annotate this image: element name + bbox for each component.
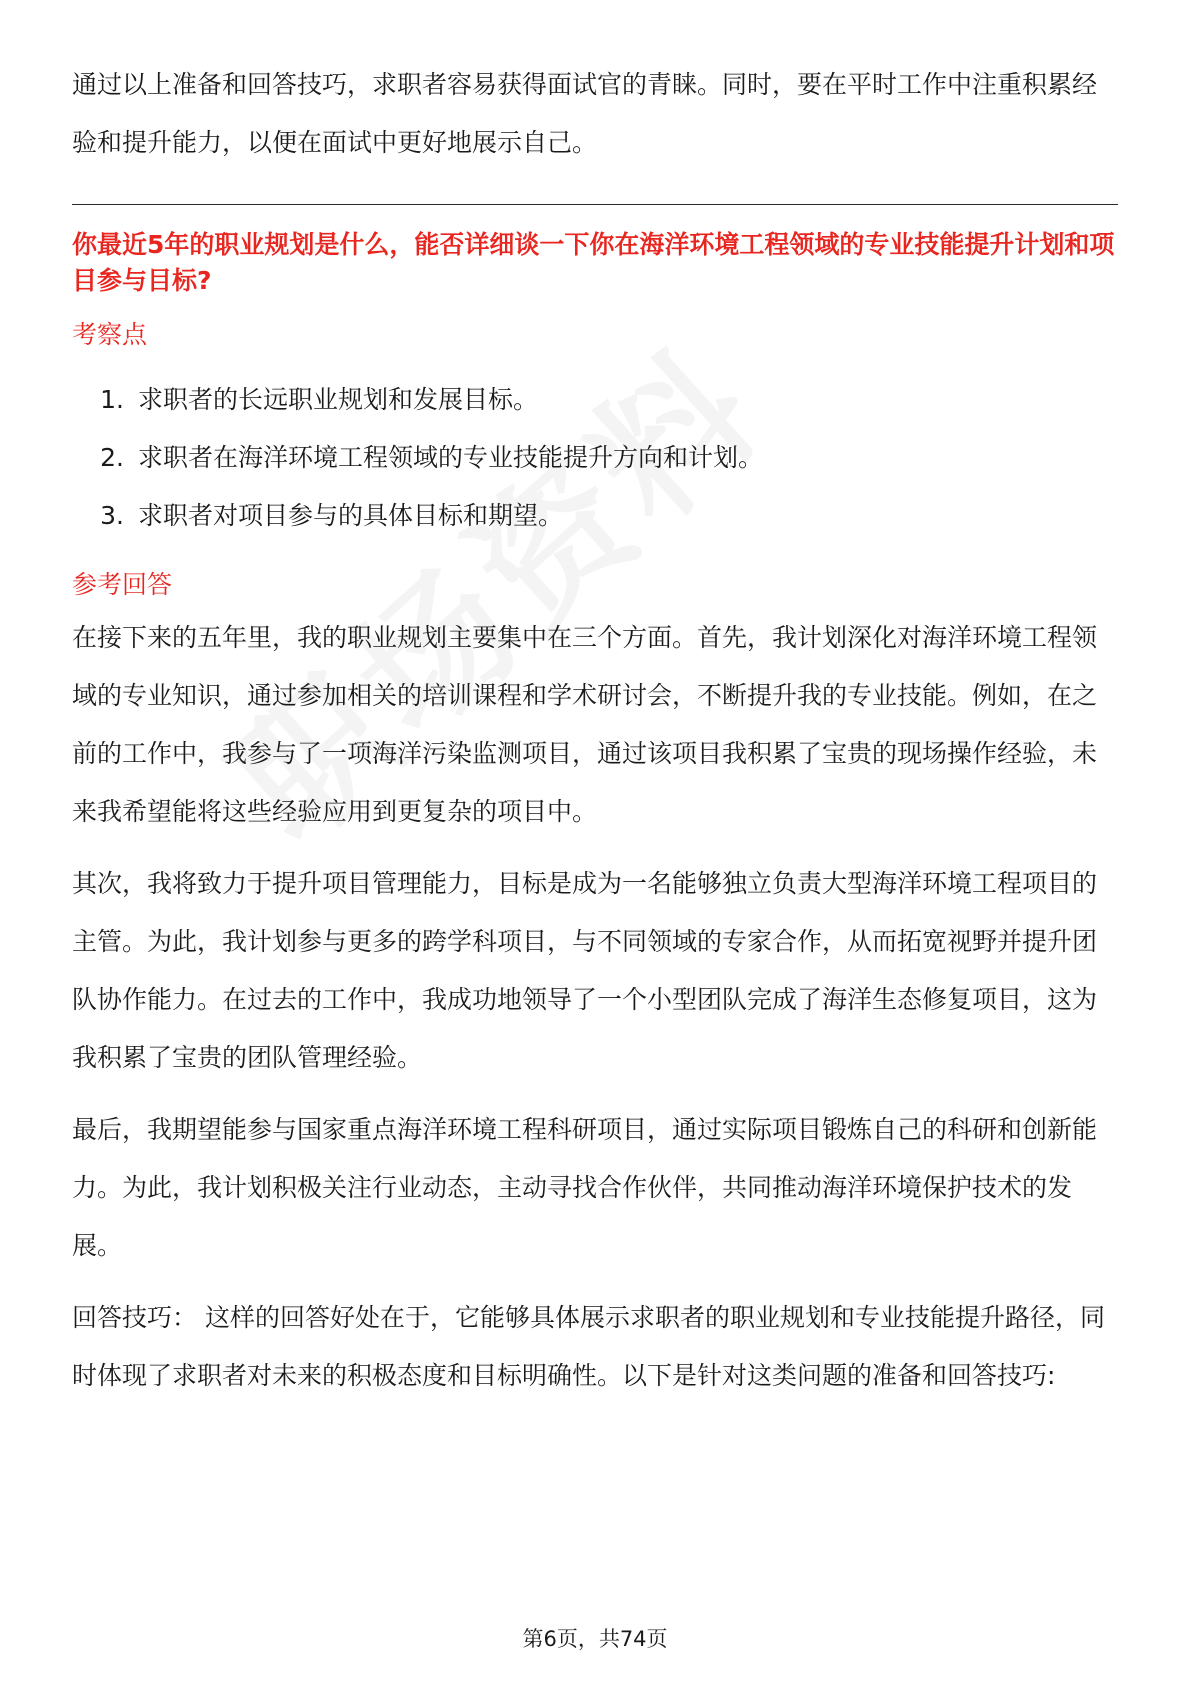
list-item-number: 1. [100, 385, 124, 414]
points-title: 考察点 [72, 320, 148, 349]
tips-paragraph: 回答技巧： 这样的回答好处在于，它能够具体展示求职者的职业规划和专业技能提升路径，同时体现了求职者对未来的积极态度和目标明确性。以下是针对这类问题的准备和回答技巧: [72, 1303, 1105, 1390]
answer-paragraph: 在接下来的五年里，我的职业规划主要集中在三个方面。首先，我计划深化对海洋环境工程领域的专业知识，通过参加相关的培训课程和学术研讨会，不断提升我的专业技能。例如，在之前的工作中，我参与了一项海洋污染监测项目，通过该项目我积累了宝贵的现场操作经验，未来我希望能将这些经验应用到更复杂的项目中。 [72, 623, 1098, 826]
list-item-text: 求职者的长远职业规划和发展目标。 [138, 385, 539, 414]
list-item [72, 429, 1118, 487]
question-heading: 你最近5年的职业规划是什么，能否详细谈一下你在海洋环境工程领域的专业技能提升计划和项目参与目标? [72, 230, 1115, 295]
list-item-number: 3. [100, 501, 124, 530]
list-item-text: 求职者在海洋环境工程领域的专业技能提升方向和计划。 [138, 443, 764, 472]
list-item-number: 2. [100, 443, 124, 472]
answer-paragraph: 最后，我期望能参与国家重点海洋环境工程科研项目，通过实际项目锻炼自己的科研和创新能力。为此，我计划积极关注行业动态，主动寻找合作伙伴，共同推动海洋环境保护技术的发展。 [72, 1115, 1098, 1260]
points-list [72, 371, 1118, 545]
page-number: 第6页，共74页 [522, 1627, 668, 1651]
list-item [72, 371, 1118, 429]
answer-title: 参考回答 [72, 570, 173, 599]
list-item [72, 487, 1118, 545]
intro-paragraph: 通过以上准备和回答技巧，求职者容易获得面试官的青睐。同时，要在平时工作中注重积累经验和提升能力，以便在面试中更好地展示自己。 [72, 70, 1098, 157]
answer-paragraph: 其次，我将致力于提升项目管理能力，目标是成为一名能够独立负责大型海洋环境工程项目的主管。为此，我计划参与更多的跨学科项目，与不同领域的专家合作，从而拓宽视野并提升团队协作能力。在过去的工作中，我成功地领导了一个小型团队完成了海洋生态修复项目，这为我积累了宝贵的团队管理经验。 [72, 869, 1098, 1072]
section-divider [72, 204, 1118, 205]
list-item-text: 求职者对项目参与的具体目标和期望。 [138, 501, 564, 530]
document-page [72, 56, 1118, 1419]
